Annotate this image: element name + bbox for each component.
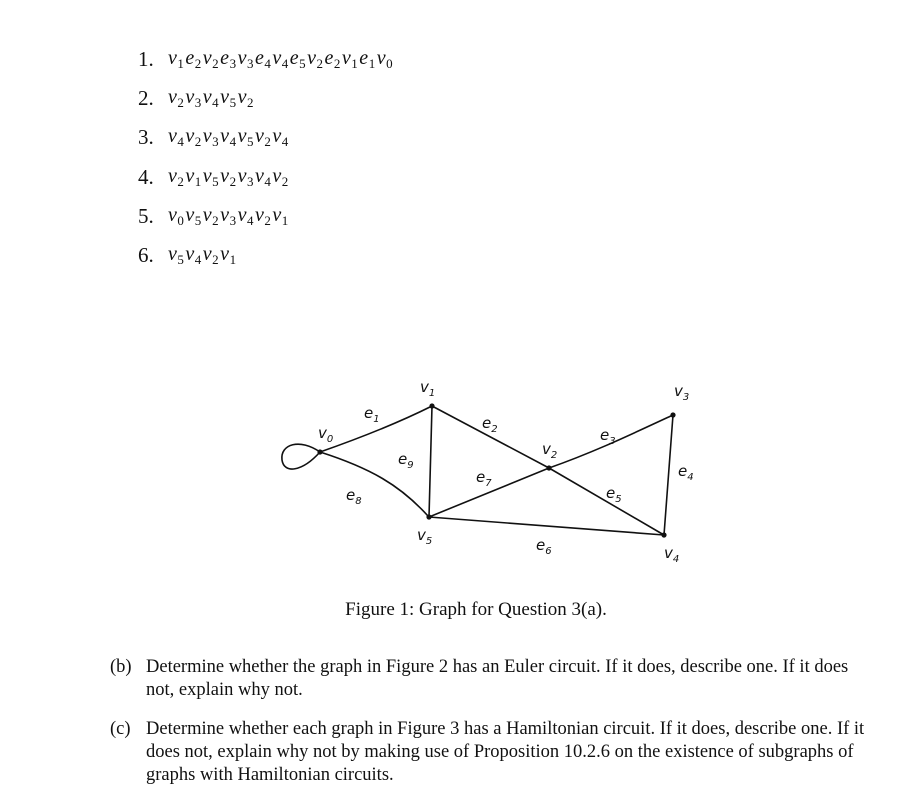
label-e8: $e_8$: [346, 486, 362, 507]
walk-number: 1.: [138, 47, 154, 72]
question-label: (b): [110, 657, 132, 677]
walk-sequence: $v_5v_4v_2v_1$: [168, 243, 237, 268]
vertex-v4: [661, 532, 666, 537]
label-e6: $e_6$: [536, 536, 552, 557]
label-e3: $e_3$: [600, 426, 616, 447]
label-e4: $e_4$: [678, 462, 694, 483]
label-v2: $v_2$: [542, 440, 558, 461]
loop-edge: [282, 444, 320, 469]
label-e9: $e_9$: [398, 450, 414, 471]
edge-e1: [320, 406, 432, 452]
label-e1: $e_1$: [364, 404, 380, 425]
figure-caption: Figure 1: Graph for Question 3(a).: [345, 599, 607, 620]
vertex-v2: [546, 465, 551, 470]
label-v1: $v_1$: [420, 378, 436, 399]
question-b: [110, 656, 870, 702]
label-v0: $v_0$: [318, 424, 334, 445]
question-text: Determine whether each graph in Figure 3 has a Hamiltonian circuit. If it does, describe one. If it does not, explain why not by making use of Proposition 10.2.6 on the existence of subgraphs of graphs with Hamiltonian circuits.: [146, 719, 865, 785]
walk-sequence: $v_1e_2v_2e_3v_3e_4v_4e_5v_2e_2v_1e_1v_0$: [168, 47, 394, 72]
walk-number: 2.: [138, 86, 154, 111]
vertex-v5: [426, 514, 431, 519]
label-e5: $e_5$: [606, 484, 622, 505]
label-e2: $e_2$: [482, 414, 498, 435]
label-e7: $e_7$: [476, 468, 492, 489]
walk-item: [138, 158, 394, 197]
label-v5: $v_5$: [417, 526, 433, 547]
walk-number: 4.: [138, 164, 154, 189]
vertex-v1: [429, 403, 434, 408]
walk-sequence: $v_0v_5v_2v_3v_4v_2v_1$: [168, 203, 289, 228]
walk-item: [138, 79, 394, 118]
walk-number: 6.: [138, 243, 154, 268]
question-text: Determine whether the graph in Figure 2 has an Euler circuit. If it does, describe one. If it does not, explain why not.: [146, 657, 849, 700]
walk-item: [138, 118, 394, 157]
label-v3: $v_3$: [674, 382, 690, 403]
walk-sequence: $v_4v_2v_3v_4v_5v_2v_4$: [168, 125, 289, 150]
question-label: (c): [110, 719, 131, 739]
walk-item: [138, 40, 394, 79]
walk-item: [138, 197, 394, 236]
graph-figure: [260, 360, 740, 570]
edge-e6: [429, 517, 664, 535]
vertex-v3: [670, 412, 675, 417]
walk-sequence: $v_2v_1v_5v_2v_3v_4v_2$: [168, 164, 289, 189]
question-c: [110, 718, 870, 787]
walk-sequence: $v_2v_3v_4v_5v_2$: [168, 86, 254, 111]
edge-e4: [664, 415, 673, 535]
label-v4: $v_4$: [664, 544, 680, 565]
vertex-v0: [317, 449, 322, 454]
edge-e7: [429, 468, 549, 517]
walk-number: 5.: [138, 203, 154, 228]
walk-list: [138, 40, 394, 275]
walk-item: [138, 236, 394, 275]
walk-number: 3.: [138, 125, 154, 150]
edge-e9: [429, 406, 432, 517]
